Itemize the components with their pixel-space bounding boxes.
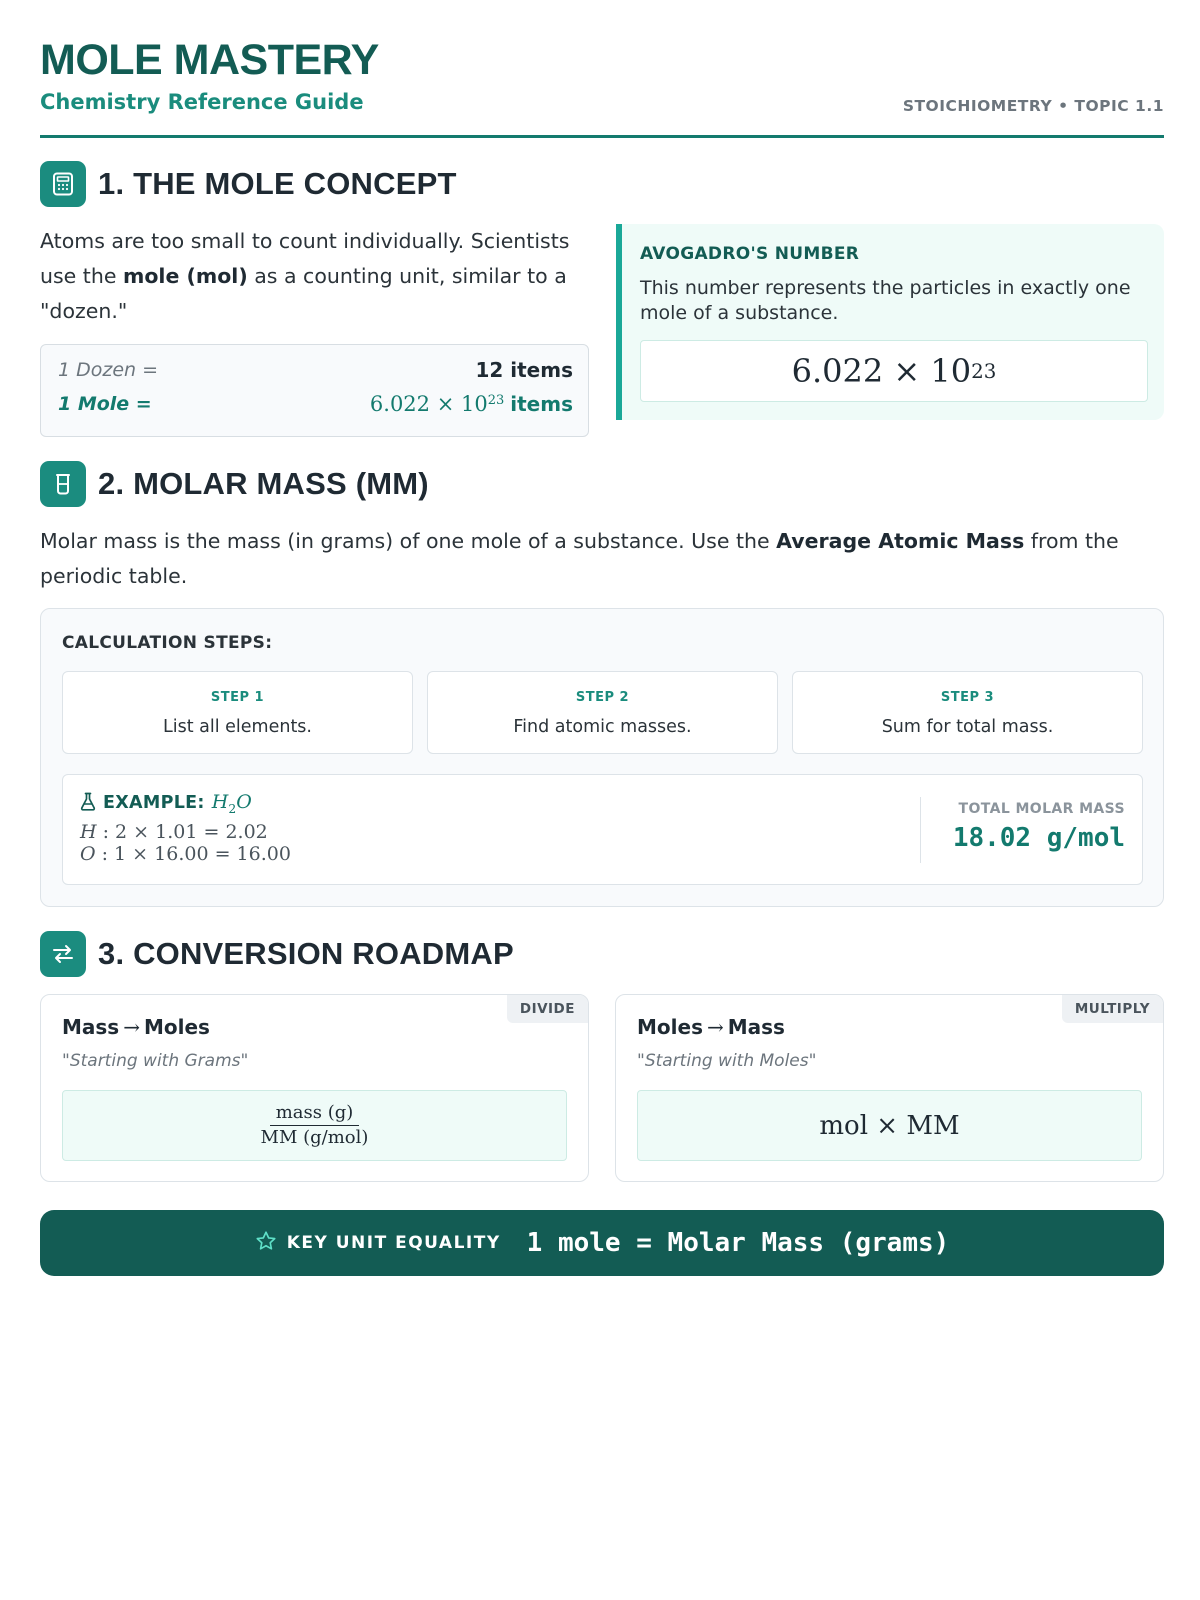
step-text: Find atomic masses. xyxy=(513,717,692,737)
section-2-title: 2. MOLAR MASS (MM) xyxy=(98,466,429,501)
reference-page xyxy=(40,0,1164,1258)
key-label: KEY UNIT EQUALITY xyxy=(286,1233,501,1253)
step-card xyxy=(427,671,778,754)
star-icon xyxy=(255,1230,277,1256)
section-3-heading xyxy=(40,930,514,978)
conversion-subtitle: "Starting with Moles" xyxy=(637,1051,817,1071)
example-heading xyxy=(80,791,252,816)
example-formula: $H_2O$ xyxy=(211,791,252,816)
step-text: List all elements. xyxy=(162,717,312,737)
page-header xyxy=(40,0,1164,138)
mole-value: $6.022 \times 10^{23}$ items xyxy=(369,392,573,416)
total-molar-mass-value: 18.02 g/mol xyxy=(952,823,1125,853)
conversion-formula xyxy=(637,1090,1142,1161)
section-3-title: 3. CONVERSION ROADMAP xyxy=(98,936,514,971)
fraction-numerator: mass (g) xyxy=(270,1102,360,1126)
conversion-subtitle: "Starting with Grams" xyxy=(62,1051,249,1071)
calculation-steps-title: CALCULATION STEPS: xyxy=(62,633,273,653)
multiply-formula: mol × MM xyxy=(819,1110,960,1141)
example-card xyxy=(62,774,1143,885)
dozen-label: 1 Dozen = xyxy=(58,359,159,381)
page-title: MOLE MASTERY xyxy=(40,36,379,84)
calculation-steps-panel xyxy=(40,608,1164,907)
mole-label: 1 Mole = xyxy=(58,393,152,415)
dozen-mole-comparison xyxy=(40,344,589,437)
section-1-heading xyxy=(40,160,457,208)
example-line-hydrogen: H : 2 × 1.01 = 2.02 xyxy=(80,821,268,843)
section-1-intro: Atoms are too small to count individually. Scientists use the mole (mol) as a counting unit, similar to a "dozen." xyxy=(40,229,570,323)
mole-row xyxy=(58,389,573,419)
step-label: STEP 2 xyxy=(575,690,630,705)
page-subtitle: Chemistry Reference Guide xyxy=(40,90,364,114)
fraction xyxy=(255,1102,375,1149)
section-1-title: 1. THE MOLE CONCEPT xyxy=(98,166,457,201)
example-line-oxygen: O : 1 × 16.00 = 16.00 xyxy=(80,843,291,865)
step-card xyxy=(62,671,413,754)
total-molar-mass-label: TOTAL MOLAR MASS xyxy=(958,801,1125,817)
flask-icon xyxy=(80,792,96,815)
avogadro-value: 6.022 × 10 23 xyxy=(640,340,1148,402)
conversion-card-moles-to-mass xyxy=(615,994,1164,1182)
conversion-formula xyxy=(62,1090,567,1161)
avogadro-title: AVOGADRO'S NUMBER xyxy=(640,244,860,264)
section-2-heading xyxy=(40,460,429,508)
key-value: 1 mole = Molar Mass (grams) xyxy=(526,1228,950,1258)
step-label: STEP 1 xyxy=(210,690,265,705)
step-card xyxy=(792,671,1143,754)
avogadro-callout xyxy=(616,224,1164,420)
conversion-title: Moles → Mass xyxy=(637,1015,785,1039)
avogadro-description: This number represents the particles in exactly one mole of a substance. xyxy=(640,277,1131,324)
swap-arrows-icon xyxy=(40,931,86,977)
fraction-denominator: MM (g/mol) xyxy=(260,1127,369,1148)
dozen-value: 12 items xyxy=(475,358,573,382)
section-2-intro: Molar mass is the mass (in grams) of one mole of a substance. Use the Average Atomic Mass from the periodic table. xyxy=(40,529,1119,588)
beaker-icon xyxy=(40,461,86,507)
key-unit-equality-banner xyxy=(40,1210,1164,1276)
step-text: Sum for total mass. xyxy=(881,717,1054,737)
conversion-title: Mass → Moles xyxy=(62,1015,210,1039)
divider xyxy=(920,797,921,863)
conversion-card-mass-to-moles xyxy=(40,994,589,1182)
divide-badge: DIVIDE xyxy=(507,995,588,1023)
example-label: EXAMPLE: xyxy=(103,793,205,814)
step-label: STEP 3 xyxy=(940,690,995,705)
topic-label: STOICHIOMETRY • TOPIC 1.1 xyxy=(902,97,1164,115)
calculator-icon xyxy=(40,161,86,207)
multiply-badge: MULTIPLY xyxy=(1062,995,1163,1023)
dozen-row xyxy=(58,355,573,385)
